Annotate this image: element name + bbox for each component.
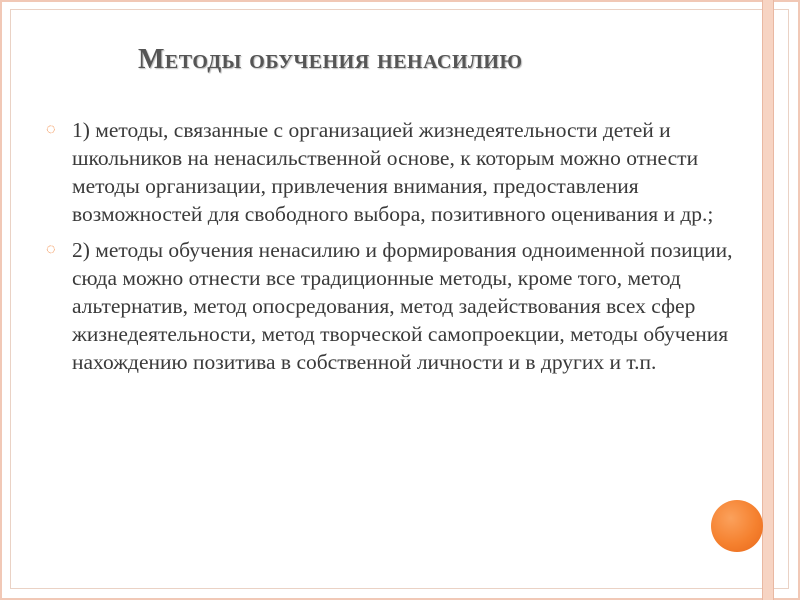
decorative-circle-icon [711,500,763,552]
list-item [46,236,758,376]
slide-content [46,116,758,384]
list-item [46,116,758,228]
list-item-text: 1) методы, связанные с организацией жизнедеятельности детей и школьников на ненасильственной основе, к которым можно отнести методы организации, привлечения внимания, предоставления возможностей для свободного выбора, позитивного оценивания и др.; [72,118,714,226]
bullet-icon: ◌ [46,241,56,258]
slide-title: Методы обучения ненасилию [138,44,523,75]
bullet-icon: ◌ [46,121,56,138]
list-item-text: 2) методы обучения ненасилию и формирования одноименной позиции, сюда можно отнести все традиционные методы, кроме того, метод альтернатив, метод опосредования, метод задействования всех сфер жизнедеятельности, метод творческой самопроекции, методы обучения нахождению позитива в собственной личности и в других и т.п. [72,238,733,374]
decorative-side-bar [762,0,774,600]
